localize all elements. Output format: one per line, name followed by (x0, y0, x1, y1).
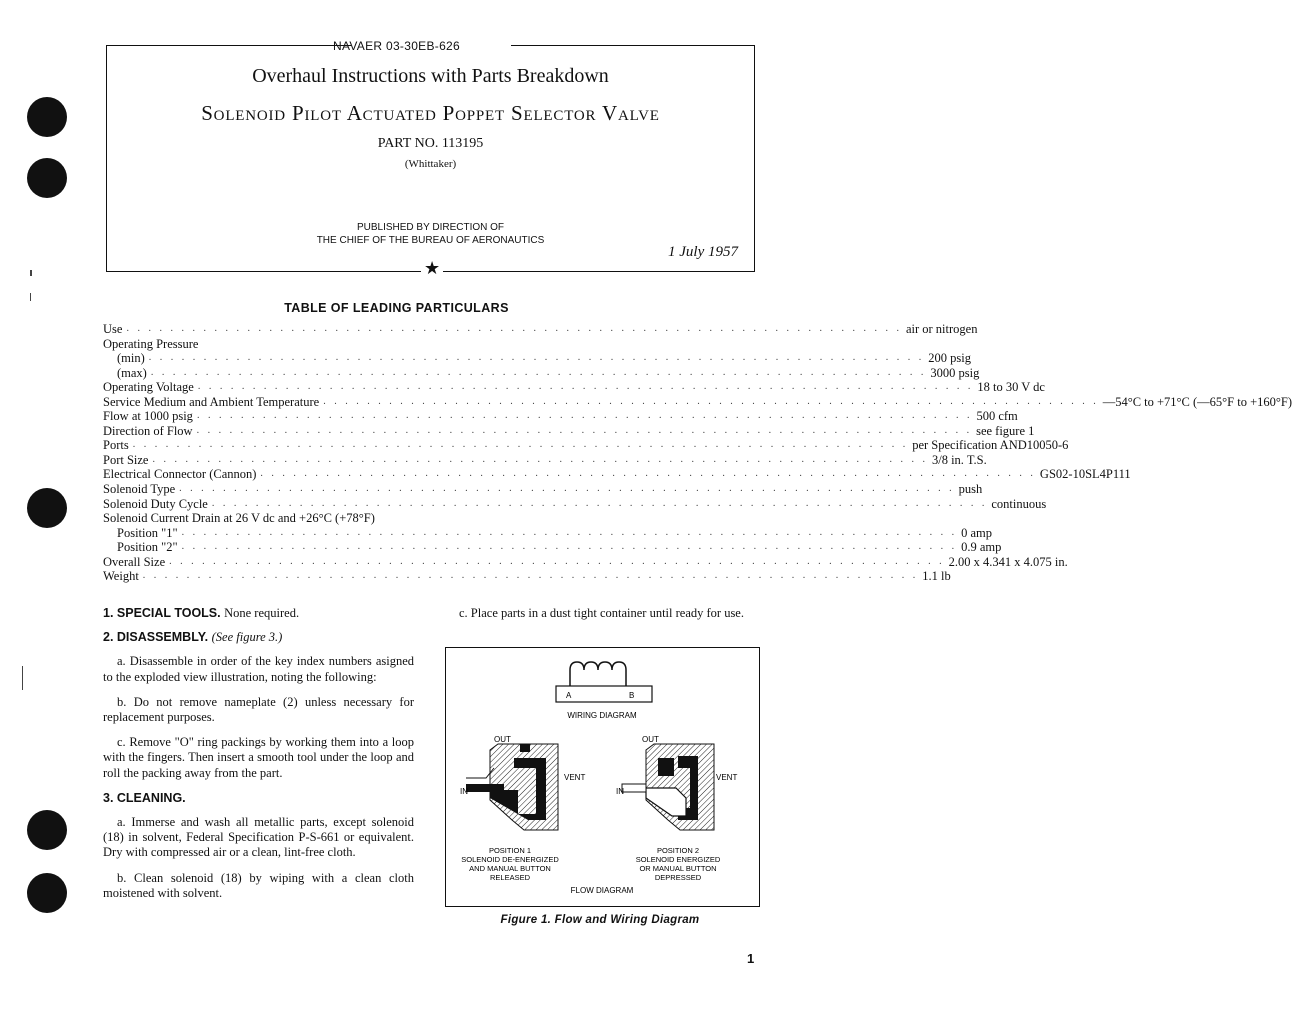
wiring-diagram-label: WIRING DIAGRAM (567, 711, 637, 720)
valve-position-1 (466, 744, 558, 830)
paragraph: b. Clean solenoid (18) by wiping with a clean cloth moistened with solvent. (103, 870, 414, 900)
title-block (106, 45, 755, 278)
out-label: OUT (494, 735, 511, 744)
binder-hole (27, 810, 67, 850)
particulars-row (103, 351, 971, 366)
paragraph: c. Remove "O" ring packings by working them into a loop with the fingers. Then insert a smooth tool under the loop and roll the packing away from the part. (103, 735, 414, 780)
page-number: 1 (747, 951, 755, 966)
particular-value: —54°C to +71°C (—65°F to +160°F) (1102, 394, 1292, 409)
paragraph: a. Disassemble in order of the key index numbers asigned to the exploded view illustration, noting the following: (103, 654, 414, 684)
dot-leader: . . . . . . . . . . . . . . . . . . . . . . . . . . . . . . . . . . . . . . . . . . . . . . . . . . . . . . . . . . . . . . . . . . . . . . . (196, 424, 973, 436)
particular-label: (max) (117, 365, 147, 380)
particulars-row (103, 380, 1045, 395)
paragraph: b. Do not remove nameplate (2) unless necessary for replacement purposes. (103, 694, 414, 725)
dot-leader: . . . . . . . . . . . . . . . . . . . . . . . . . . . . . . . . . . . . . . . . . . . . . . . . . . . . . . . . . . . . . . . . . . . . . . . (323, 395, 1099, 407)
svg-text:RELEASED: RELEASED (489, 873, 531, 882)
svg-text:DEPRESSED: DEPRESSED (654, 873, 702, 882)
particular-value: 0 amp (961, 525, 992, 540)
particular-value: 500 cfm (976, 409, 1018, 424)
particular-label: Position "2" (117, 540, 178, 555)
dot-leader: . . . . . . . . . . . . . . . . . . . . . . . . . . . . . . . . . . . . . . . . . . . . . . . . . . . . . . . . . . . . . . . . . . . . . . . (181, 541, 958, 553)
particular-label: Position "1" (117, 525, 178, 540)
particular-value: air or nitrogen (905, 322, 978, 336)
out-label: OUT (642, 735, 659, 744)
left-column (103, 606, 414, 911)
svg-text:AND MANUAL BUTTON: AND MANUAL BUTTON (469, 864, 551, 873)
particular-value: 3/8 in. T.S. (931, 452, 987, 467)
particular-label: Direction of Flow (103, 423, 193, 438)
particular-label: Solenoid Duty Cycle (103, 496, 208, 511)
particulars-row (103, 554, 1068, 570)
valve-position-2 (622, 744, 714, 830)
dot-leader: . . . . . . . . . . . . . . . . . . . . . . . . . . . . . . . . . . . . . . . . . . . . . . . . . . . . . . . . . . . . . . . . . . . . . . . (148, 352, 925, 364)
scan-mark (30, 293, 31, 301)
particulars-row (103, 423, 1035, 439)
flow-diagram-label: FLOW DIAGRAM (570, 886, 634, 895)
pin-b-label: B (629, 691, 635, 700)
particulars-row (103, 394, 1292, 410)
particulars-row (103, 496, 1047, 512)
dot-leader: . . . . . . . . . . . . . . . . . . . . . . . . . . . . . . . . . . . . . . . . . . . . . . . . . . . . . . . . . . . . . . . . . . . . . . . (169, 555, 945, 567)
scan-mark (30, 270, 32, 276)
flow-wiring-diagram (446, 648, 759, 906)
dot-leader: . . . . . . . . . . . . . . . . . . . . . . . . . . . . . . . . . . . . . . . . . . . . . . . . . . . . . . . . . . . . . . . . . . . . . . . (211, 497, 988, 509)
particular-value: 18 to 30 V dc (977, 380, 1045, 395)
paragraph: c. Place parts in a dust tight container until ready for use. (459, 606, 744, 620)
svg-text:POSITION 2: POSITION 2 (656, 846, 700, 855)
dot-leader: . . . . . . . . . . . . . . . . . . . . . . . . . . . . . . . . . . . . . . . . . . . . . . . . . . . . . . . . . . . . . . . . . . . . . . . (126, 323, 902, 334)
particular-value: GS02-10SL4P111 (1039, 467, 1131, 482)
particulars-row (103, 452, 987, 468)
particular-value: 2.00 x 4.341 x 4.075 in. (948, 554, 1068, 569)
dot-leader: . . . . . . . . . . . . . . . . . . . . . . . . . . . . . . . . . . . . . . . . . . . . . . . . . . . . . . . . . . . . . . . . . . . . . . . (152, 453, 928, 465)
particular-label: Use (103, 322, 123, 336)
dot-leader: . . . . . . . . . . . . . . . . . . . . . . . . . . . . . . . . . . . . . . . . . . . . . . . . . . . . . . . . . . . . . . . . . . . . . . . (150, 366, 927, 378)
publisher-note: PUBLISHED BY DIRECTION OF THE CHIEF OF THE BUREAU OF AERONAUTICS (316, 222, 545, 246)
position-1-caption (461, 846, 559, 882)
particular-value: 0.9 amp (961, 540, 1002, 555)
scan-mark (22, 666, 23, 690)
particulars-row (103, 337, 759, 352)
particulars-row (103, 482, 983, 497)
particulars-row (103, 511, 759, 526)
section-disassembly: 2. DISASSEMBLY. (See figure 3.) (103, 630, 283, 645)
particular-label: Overall Size (103, 554, 166, 569)
in-label: IN (460, 787, 468, 796)
particular-label: Operating Pressure (103, 336, 199, 351)
particular-label: Solenoid Current Drain at 26 V dc and +26°C (+78°F) (103, 511, 375, 526)
vent-label: VENT (716, 773, 738, 782)
binder-hole (27, 488, 67, 528)
particular-value: push (958, 482, 983, 497)
particular-value: see figure 1 (976, 423, 1035, 438)
position-2-caption (636, 846, 721, 882)
section-special-tools: 1. SPECIAL TOOLS. None required. (103, 606, 300, 620)
particulars-row (103, 467, 1131, 482)
svg-text:SOLENOID ENERGIZED: SOLENOID ENERGIZED (635, 855, 721, 864)
part-number: PART NO. 113195 (377, 136, 484, 151)
particular-label: Flow at 1000 psig (103, 409, 193, 424)
pin-a-label: A (566, 691, 572, 700)
particular-label: Service Medium and Ambient Temperature (103, 394, 320, 409)
dot-leader: . . . . . . . . . . . . . . . . . . . . . . . . . . . . . . . . . . . . . . . . . . . . . . . . . . . . . . . . . . . . . . . . . . . . . . . (260, 468, 1036, 480)
particulars-row (103, 438, 1069, 453)
dot-leader: . . . . . . . . . . . . . . . . . . . . . . . . . . . . . . . . . . . . . . . . . . . . . . . . . . . . . . . . . . . . . . . . . . . . . . . (196, 410, 973, 422)
title: Overhaul Instructions with Parts Breakdown (252, 65, 609, 87)
figure-frame (445, 647, 760, 907)
svg-text:SOLENOID DE-ENERGIZED: SOLENOID DE-ENERGIZED (461, 855, 559, 864)
dot-leader: . . . . . . . . . . . . . . . . . . . . . . . . . . . . . . . . . . . . . . . . . . . . . . . . . . . . . . . . . . . . . . . . . . . . . . . (132, 439, 909, 451)
right-column (445, 606, 758, 631)
particular-label: Port Size (103, 452, 149, 467)
issue-date: 1 July 1957 (668, 244, 738, 260)
particular-value: 3000 psig (930, 365, 980, 380)
particulars-row (103, 409, 1018, 424)
document-number: NAVAER 03-30EB-626 (332, 39, 461, 53)
particulars-row (103, 540, 1002, 555)
particular-value: 200 psig (928, 351, 971, 366)
particular-label: (min) (117, 351, 145, 366)
particulars-row (103, 365, 980, 381)
dot-leader: . . . . . . . . . . . . . . . . . . . . . . . . . . . . . . . . . . . . . . . . . . . . . . . . . . . . . . . . . . . . . . . . . . . . . . . (142, 570, 919, 582)
particular-value: per Specification AND10050-6 (912, 438, 1069, 453)
star-icon: ★ (421, 258, 443, 278)
binder-hole (27, 873, 67, 913)
binder-hole (27, 158, 67, 198)
particulars-row (103, 525, 992, 541)
dot-leader: . . . . . . . . . . . . . . . . . . . . . . . . . . . . . . . . . . . . . . . . . . . . . . . . . . . . . . . . . . . . . . . . . . . . . . . (197, 381, 974, 393)
particular-label: Solenoid Type (103, 482, 176, 497)
binder-hole (27, 97, 67, 137)
paragraph: a. Immerse and wash all metallic parts, except solenoid (18) in solvent, Federal Specification P-S-661 or equivalent. Dry with compressed air or a clean, lint-free cloth. (103, 815, 414, 860)
particulars-heading: TABLE OF LEADING PARTICULARS (284, 301, 509, 315)
dot-leader: . . . . . . . . . . . . . . . . . . . . . . . . . . . . . . . . . . . . . . . . . . . . . . . . . . . . . . . . . . . . . . . . . . . . . . . (179, 483, 955, 495)
manufacturer: (Whittaker) (404, 158, 457, 170)
svg-text:POSITION 1: POSITION 1 (488, 846, 532, 855)
svg-text:OR MANUAL BUTTON: OR MANUAL BUTTON (639, 864, 717, 873)
subtitle: Solenoid Pilot Actuated Poppet Selector Valve (201, 101, 660, 125)
solenoid-coil-icon (570, 662, 626, 686)
particulars-table (103, 322, 1292, 584)
particular-label: Weight (103, 569, 139, 584)
particular-label: Operating Voltage (103, 380, 194, 395)
in-label: IN (616, 787, 624, 796)
particular-value: 1.1 lb (922, 569, 951, 584)
particular-value: continuous (991, 496, 1047, 511)
particular-label: Electrical Connector (Cannon) (103, 467, 257, 482)
vent-label: VENT (564, 773, 586, 782)
section-cleaning: 3. CLEANING. (103, 790, 186, 805)
particulars-row (103, 322, 978, 337)
dot-leader: . . . . . . . . . . . . . . . . . . . . . . . . . . . . . . . . . . . . . . . . . . . . . . . . . . . . . . . . . . . . . . . . . . . . . . . (181, 526, 958, 538)
figure-caption: Figure 1. Flow and Wiring Diagram (500, 914, 700, 926)
particulars-row (103, 569, 951, 584)
particular-label: Ports (103, 438, 129, 453)
